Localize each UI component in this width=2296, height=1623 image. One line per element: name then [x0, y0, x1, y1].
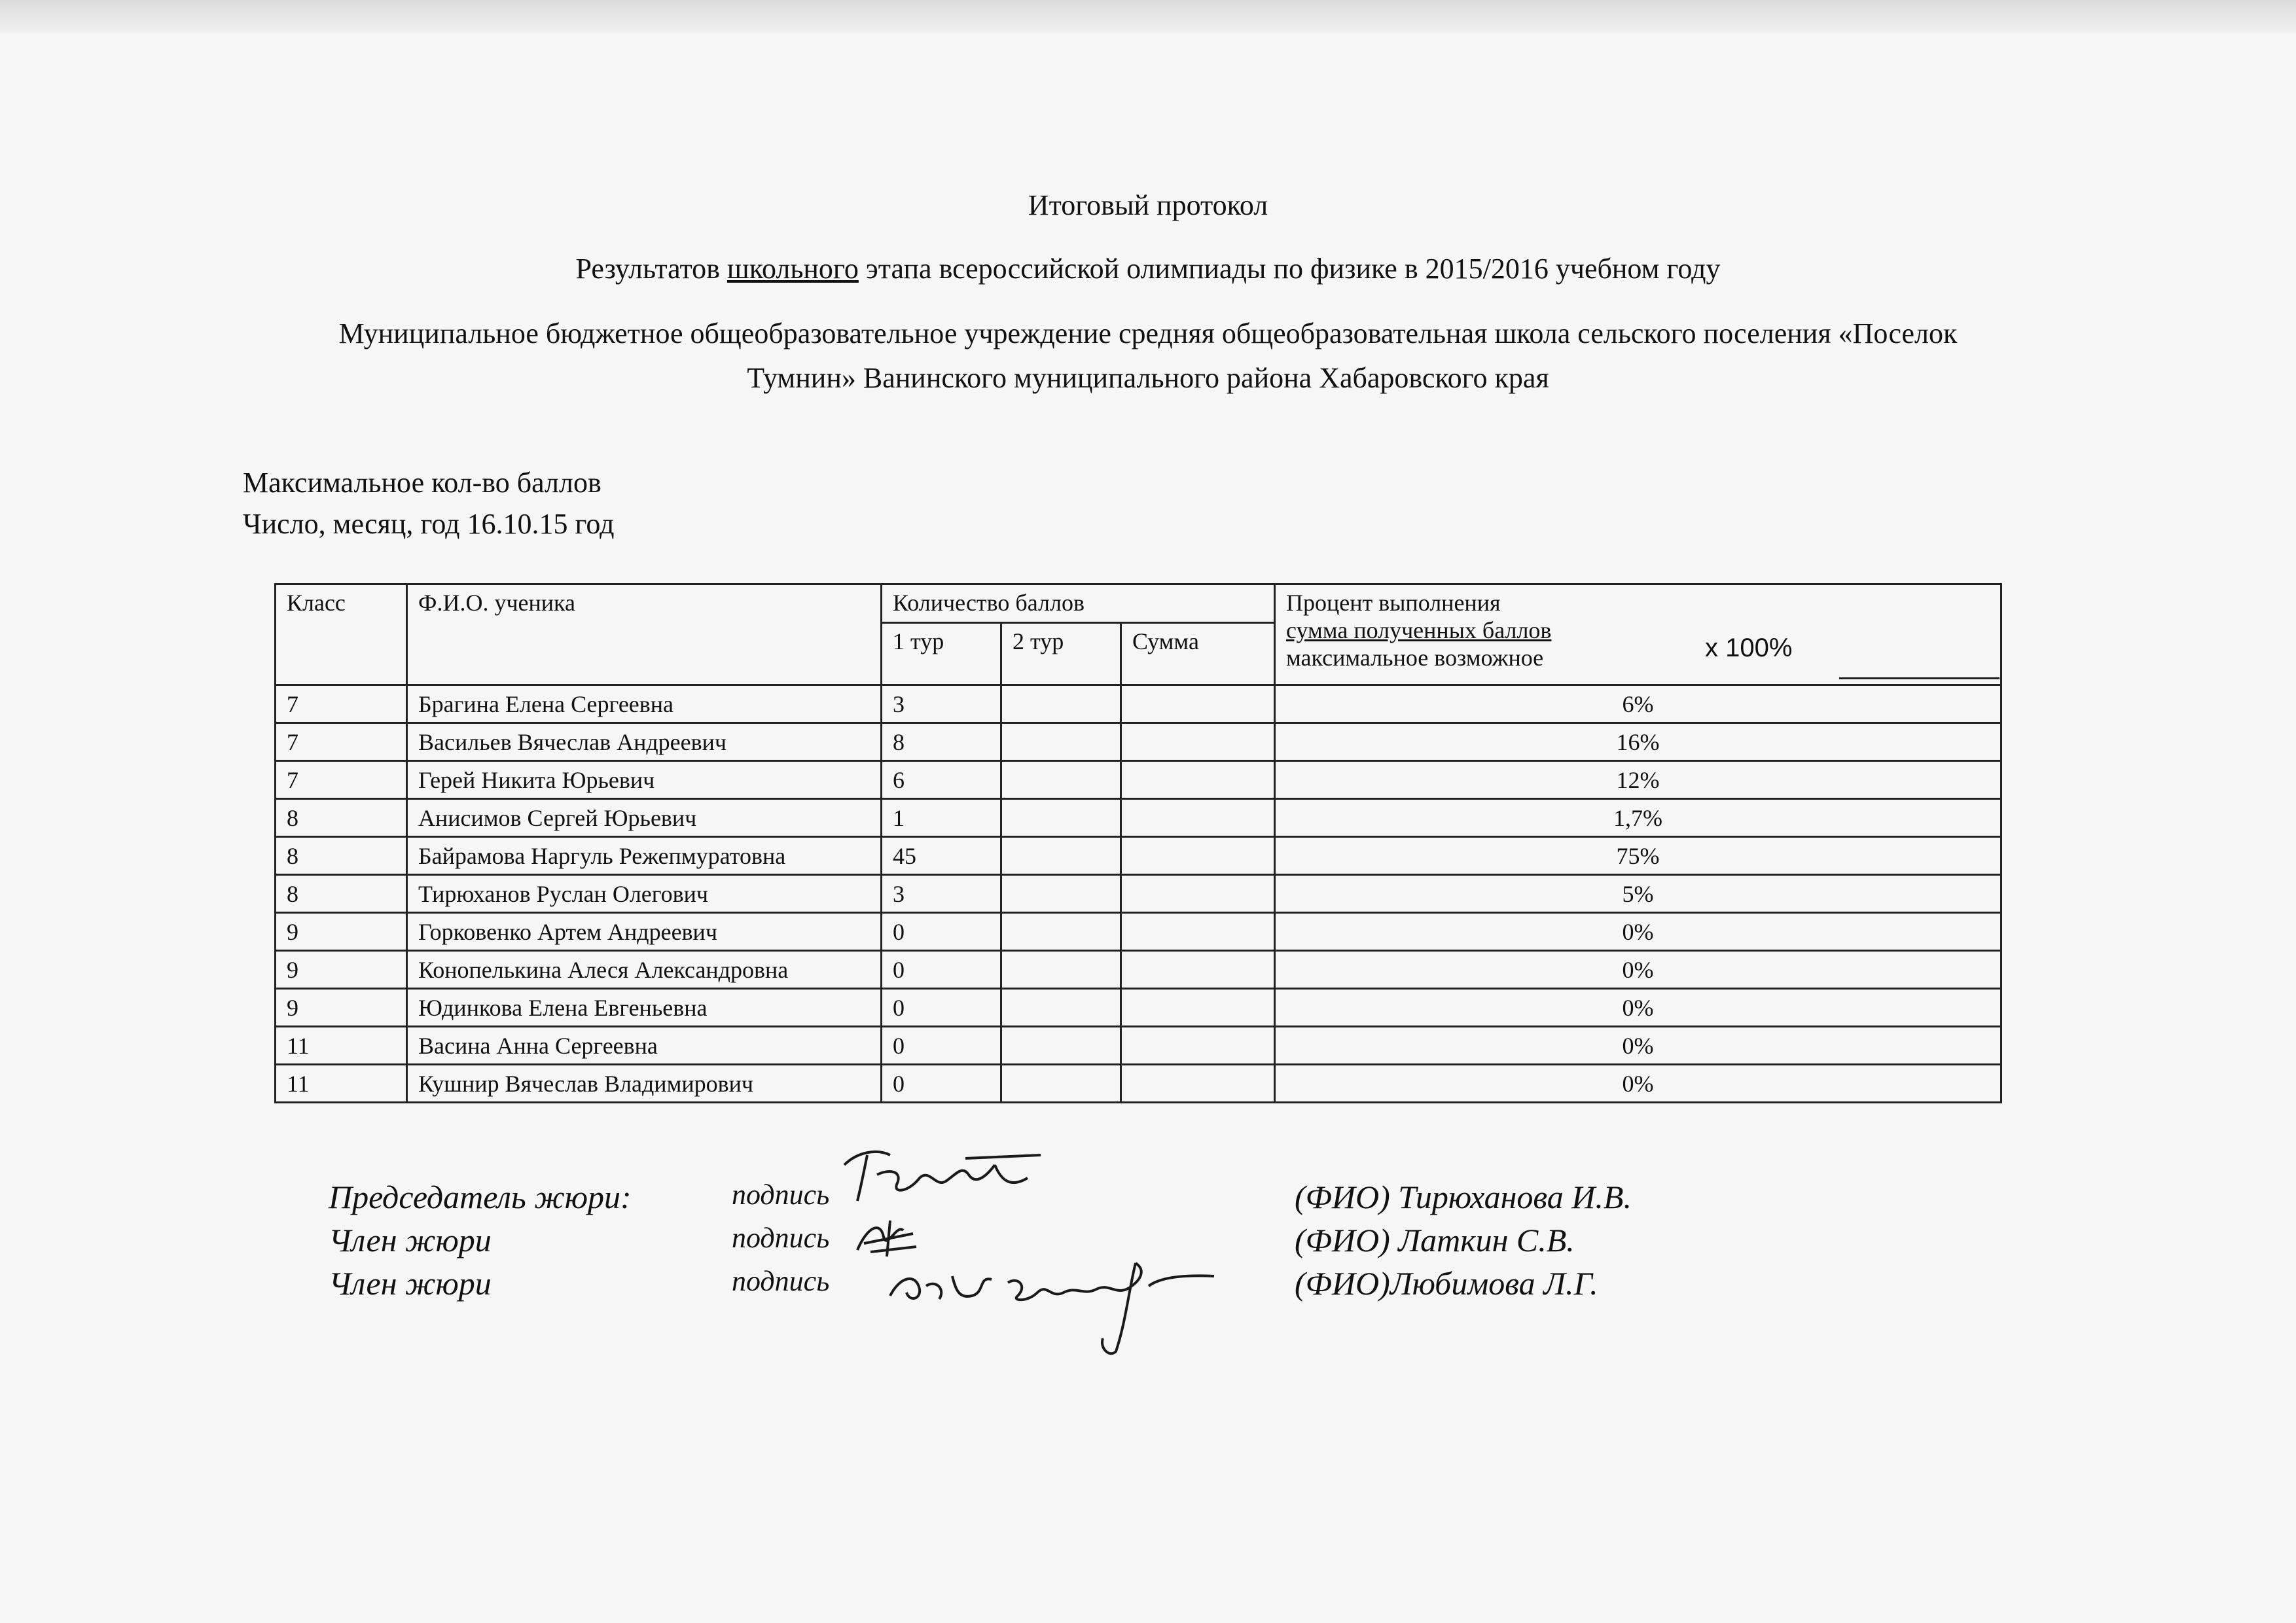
table-row [276, 875, 2001, 913]
table-row [276, 913, 2001, 951]
cell-round-2 [1001, 989, 1121, 1027]
table-row [276, 1065, 2001, 1103]
cell-round-2 [1001, 951, 1121, 989]
formula-multiplier: x 100% [1705, 633, 1793, 662]
formula-denominator: максимальное возможное [1286, 645, 1544, 671]
cell-class: 11 [276, 1027, 407, 1065]
signature-fio: (ФИО) Тирюханова И.В. [1295, 1179, 1632, 1215]
table-row [276, 837, 2001, 875]
cell-name: Юдинкова Елена Евгеньевна [407, 989, 882, 1027]
signature-fio: (ФИО) Латкин С.В. [1295, 1222, 1575, 1258]
cell-round-2 [1001, 837, 1121, 875]
cell-round-2 [1001, 723, 1121, 761]
cell-round-2 [1001, 1065, 1121, 1103]
cell-sum [1121, 761, 1275, 799]
cell-round-2 [1001, 799, 1121, 837]
cell-percent: 16% [1275, 723, 2001, 761]
header-class: Класс [276, 584, 407, 685]
cell-round-2 [1001, 913, 1121, 951]
header-score: Количество баллов [882, 584, 1275, 623]
signature-label: подпись [732, 1265, 830, 1297]
header-name: Ф.И.О. ученика [407, 584, 882, 685]
cell-round-1: 0 [882, 1065, 1001, 1103]
cell-round-1: 0 [882, 951, 1001, 989]
signature-role: Член жюри [329, 1265, 492, 1302]
cell-name: Байрамова Наргуль Режепмуратовна [407, 837, 882, 875]
handwritten-signature-chairman [831, 1139, 1047, 1211]
max-score-label: Максимальное кол-во баллов [243, 467, 601, 499]
cell-sum [1121, 1027, 1275, 1065]
cell-percent: 0% [1275, 989, 2001, 1027]
table-row [276, 723, 2001, 761]
cell-sum [1121, 989, 1275, 1027]
cell-percent: 0% [1275, 951, 2001, 989]
header-round-1: 1 тур [882, 623, 1001, 685]
cell-round-2 [1001, 761, 1121, 799]
cell-percent: 0% [1275, 1027, 2001, 1065]
cell-round-1: 3 [882, 685, 1001, 723]
header-round-2: 2 тур [1001, 623, 1121, 685]
cell-percent: 0% [1275, 913, 2001, 951]
cell-class: 11 [276, 1065, 407, 1103]
cell-percent: 75% [1275, 837, 2001, 875]
signature-label: подпись [732, 1179, 830, 1211]
document-subtitle [0, 252, 2296, 285]
signature-fio: (ФИО)Любимова Л.Г. [1295, 1265, 1598, 1302]
cell-name: Анисимов Сергей Юрьевич [407, 799, 882, 837]
signature-role: Член жюри [329, 1222, 492, 1258]
cell-round-1: 0 [882, 989, 1001, 1027]
cell-percent: 12% [1275, 761, 2001, 799]
cell-class: 7 [276, 761, 407, 799]
cell-name: Васильев Вячеслав Андреевич [407, 723, 882, 761]
table-row [276, 799, 2001, 837]
table-row [276, 989, 2001, 1027]
subtitle-pre: Результатов [575, 253, 720, 285]
cell-round-2 [1001, 1027, 1121, 1065]
cell-round-2 [1001, 875, 1121, 913]
date-line: Число, месяц, год 16.10.15 год [243, 508, 615, 540]
cell-name: Горковенко Артем Андреевич [407, 913, 882, 951]
cell-percent: 6% [1275, 685, 2001, 723]
table-row [276, 685, 2001, 723]
cell-round-1: 0 [882, 1027, 1001, 1065]
cell-round-1: 0 [882, 913, 1001, 951]
document-title: Итоговый протокол [1028, 189, 1268, 221]
cell-sum [1121, 685, 1275, 723]
cell-class: 9 [276, 913, 407, 951]
cell-percent: 1,7% [1275, 799, 2001, 837]
cell-name: Васина Анна Сергеевна [407, 1027, 882, 1065]
signature-role: Председатель жюри: [329, 1179, 632, 1215]
cell-sum [1121, 951, 1275, 989]
header-percent [1275, 584, 2001, 685]
formula-line-extension [1839, 677, 2000, 679]
cell-name: Брагина Елена Сергеевна [407, 685, 882, 723]
formula-numerator: сумма полученных баллов [1286, 617, 1552, 643]
table-row [276, 951, 2001, 989]
subtitle-post: этапа всероссийской олимпиады по физике в 2015/2016 учебном году [865, 253, 1721, 285]
cell-percent: 5% [1275, 875, 2001, 913]
cell-sum [1121, 799, 1275, 837]
cell-round-1: 8 [882, 723, 1001, 761]
subtitle-underlined: школьного [726, 253, 859, 285]
signature-label: подпись [732, 1222, 830, 1254]
cell-name: Конопелькина Алеся Александровна [407, 951, 882, 989]
cell-round-1: 45 [882, 837, 1001, 875]
handwritten-signature-member-2 [880, 1250, 1221, 1361]
table-row [276, 761, 2001, 799]
scan-top-shadow [0, 0, 2296, 33]
table-row [276, 1027, 2001, 1065]
cell-round-1: 3 [882, 875, 1001, 913]
cell-sum [1121, 1065, 1275, 1103]
cell-sum [1121, 913, 1275, 951]
cell-class: 8 [276, 837, 407, 875]
header-percent-title: Процент выполнения [1286, 590, 1501, 616]
cell-round-1: 6 [882, 761, 1001, 799]
cell-name: Тирюханов Руслан Олегович [407, 875, 882, 913]
cell-class: 9 [276, 951, 407, 989]
cell-percent: 0% [1275, 1065, 2001, 1103]
cell-round-1: 1 [882, 799, 1001, 837]
cell-class: 8 [276, 799, 407, 837]
cell-class: 8 [276, 875, 407, 913]
cell-sum [1121, 837, 1275, 875]
cell-sum [1121, 723, 1275, 761]
header-sum: Сумма [1121, 623, 1275, 685]
cell-class: 7 [276, 723, 407, 761]
organization-line-2: Тумнин» Ванинского муниципального района Хабаровского края [747, 362, 1549, 394]
cell-name: Герей Никита Юрьевич [407, 761, 882, 799]
table-header-row-1 [276, 584, 2001, 623]
cell-class: 7 [276, 685, 407, 723]
cell-name: Кушнир Вячеслав Владимирович [407, 1065, 882, 1103]
cell-round-2 [1001, 685, 1121, 723]
cell-class: 9 [276, 989, 407, 1027]
organization-line-1: Муниципальное бюджетное общеобразовательное учреждение средняя общеобразовательная школа сельского поселения «Поселок [338, 317, 1958, 349]
cell-sum [1121, 875, 1275, 913]
